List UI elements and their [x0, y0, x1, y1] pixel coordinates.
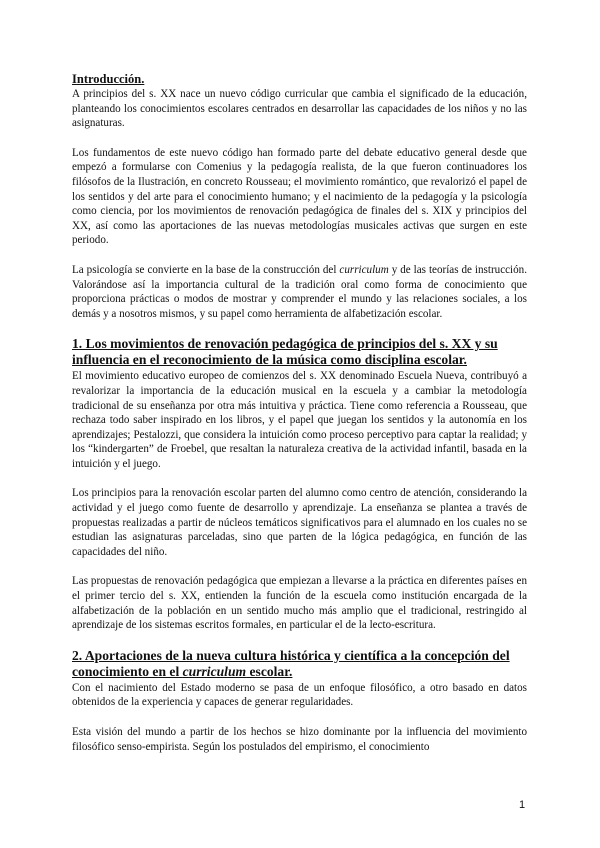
section-2-heading-end: escolar. [246, 663, 293, 679]
section-1-paragraph-3: Las propuestas de renovación pedagógica que empiezan a llevarse a la práctica en diferentes países en el primer tercio del s. XX, entienden la función de la escuela como institución encargada de la alfabetización de la población en un sentido mucho más amplio que el tradicional, restringido al aprendizaje de los sistemas escritos formales, en particular el de la lecto-escritura. [72, 575, 527, 632]
section-2-paragraph-1: Con el nacimiento del Estado moderno se pasa de un enfoque filosófico, a otro basado en datos obtenidos de la experiencia y capaces de generar regularidades. [72, 681, 527, 709]
intro-title: Introducción. [72, 72, 145, 86]
page-content [72, 72, 527, 769]
curriculum-italic: curriculum [339, 263, 389, 276]
intro-paragraph-1: A principios del s. XX nace un nuevo código curricular que cambia el significado de la educación, planteando los conocimientos escolares centrados en desarrollar las capacidades de los niños y no las asignaturas. [72, 88, 527, 130]
section-2-heading-start: 2. Aportaciones de la nueva cultura histórica y científica a la concepción del conocimiento en el [72, 647, 510, 679]
page-number: 1 [519, 799, 526, 811]
section-2-heading [72, 648, 527, 680]
intro-paragraph-3 [72, 263, 527, 321]
intro-paragraph-2: Los fundamentos de este nuevo código han formado parte del debate educativo general desde que empezó a formularse con Comenius y la pedagogía realista, de la que fueron continuadores los filósofos de la Ilustración, en concreto Rousseau; el movimiento romántico, que revalorizó el papel de los sentidos y del arte para el conocimiento humano; y el nacimiento de la pedagogía y la psicología como ciencia, por los movimientos de renovación pedagógica de finales del s. XIX y principios del XX, así como las aportaciones de las nuevas metodologías musicales activas que surgen en este periodo. [72, 146, 527, 247]
intro-paragraph-3-end: y de las teorías de instrucción. Valorándose así la importancia cultural de la tradición oral como forma de conocimiento que proporciona prácticas o modos de mostrar y comprender el mundo y las relaciones sociales, a los demás y a nosotros mismos, y su papel como herramienta de alfabetización escolar. [72, 263, 527, 320]
section-2-paragraph-2: Esta visión del mundo a partir de los hechos se hizo dominante por la influencia del movimiento filosófico senso-empirista. Según los postulados del empirismo, el conocimiento [72, 726, 527, 753]
section-1-heading: 1. Los movimientos de renovación pedagógica de principios del s. XX y su influencia en el reconocimiento de la música como disciplina escolar. [72, 336, 498, 368]
section-1-paragraph-2: Los principios para la renovación escolar parten del alumno como centro de atención, considerando la actividad y el juego como fuente de desarrollo y aprendizaje. La enseñanza se plantea a través de propuestas realizadas a partir de núcleos temáticos significativos para el alumnado en los cuales no se estudian las asignaturas parceladas, sino que parten de la lógica pedagógica, en función de las capacidades del niño. [72, 487, 527, 558]
section-1-paragraph-1: El movimiento educativo europeo de comienzos del s. XX denominado Escuela Nueva, contribuyó a revalorizar la importancia de la educación musical en la escuela y a cambiar la metodología tradicional de su enseñanza por otra más intuitiva y práctica. Tiene como referencia a Rousseau, que rechaza todo saber inspirado en los libros, y el papel que juegan los sentidos y la autonomía en los aprendizajes; Pestalozzi, que considera la intuición como proceso perceptivo para captar la realidad; y los “kindergarten” de Froebel, que resaltan la naturaleza creativa de la actividad infantil, basada en la intuición y el juego. [72, 370, 527, 470]
intro-paragraph-3-start: La psicología se convierte en la base de la construcción del [72, 263, 340, 276]
section-2-heading-italic: curriculum [182, 663, 247, 679]
